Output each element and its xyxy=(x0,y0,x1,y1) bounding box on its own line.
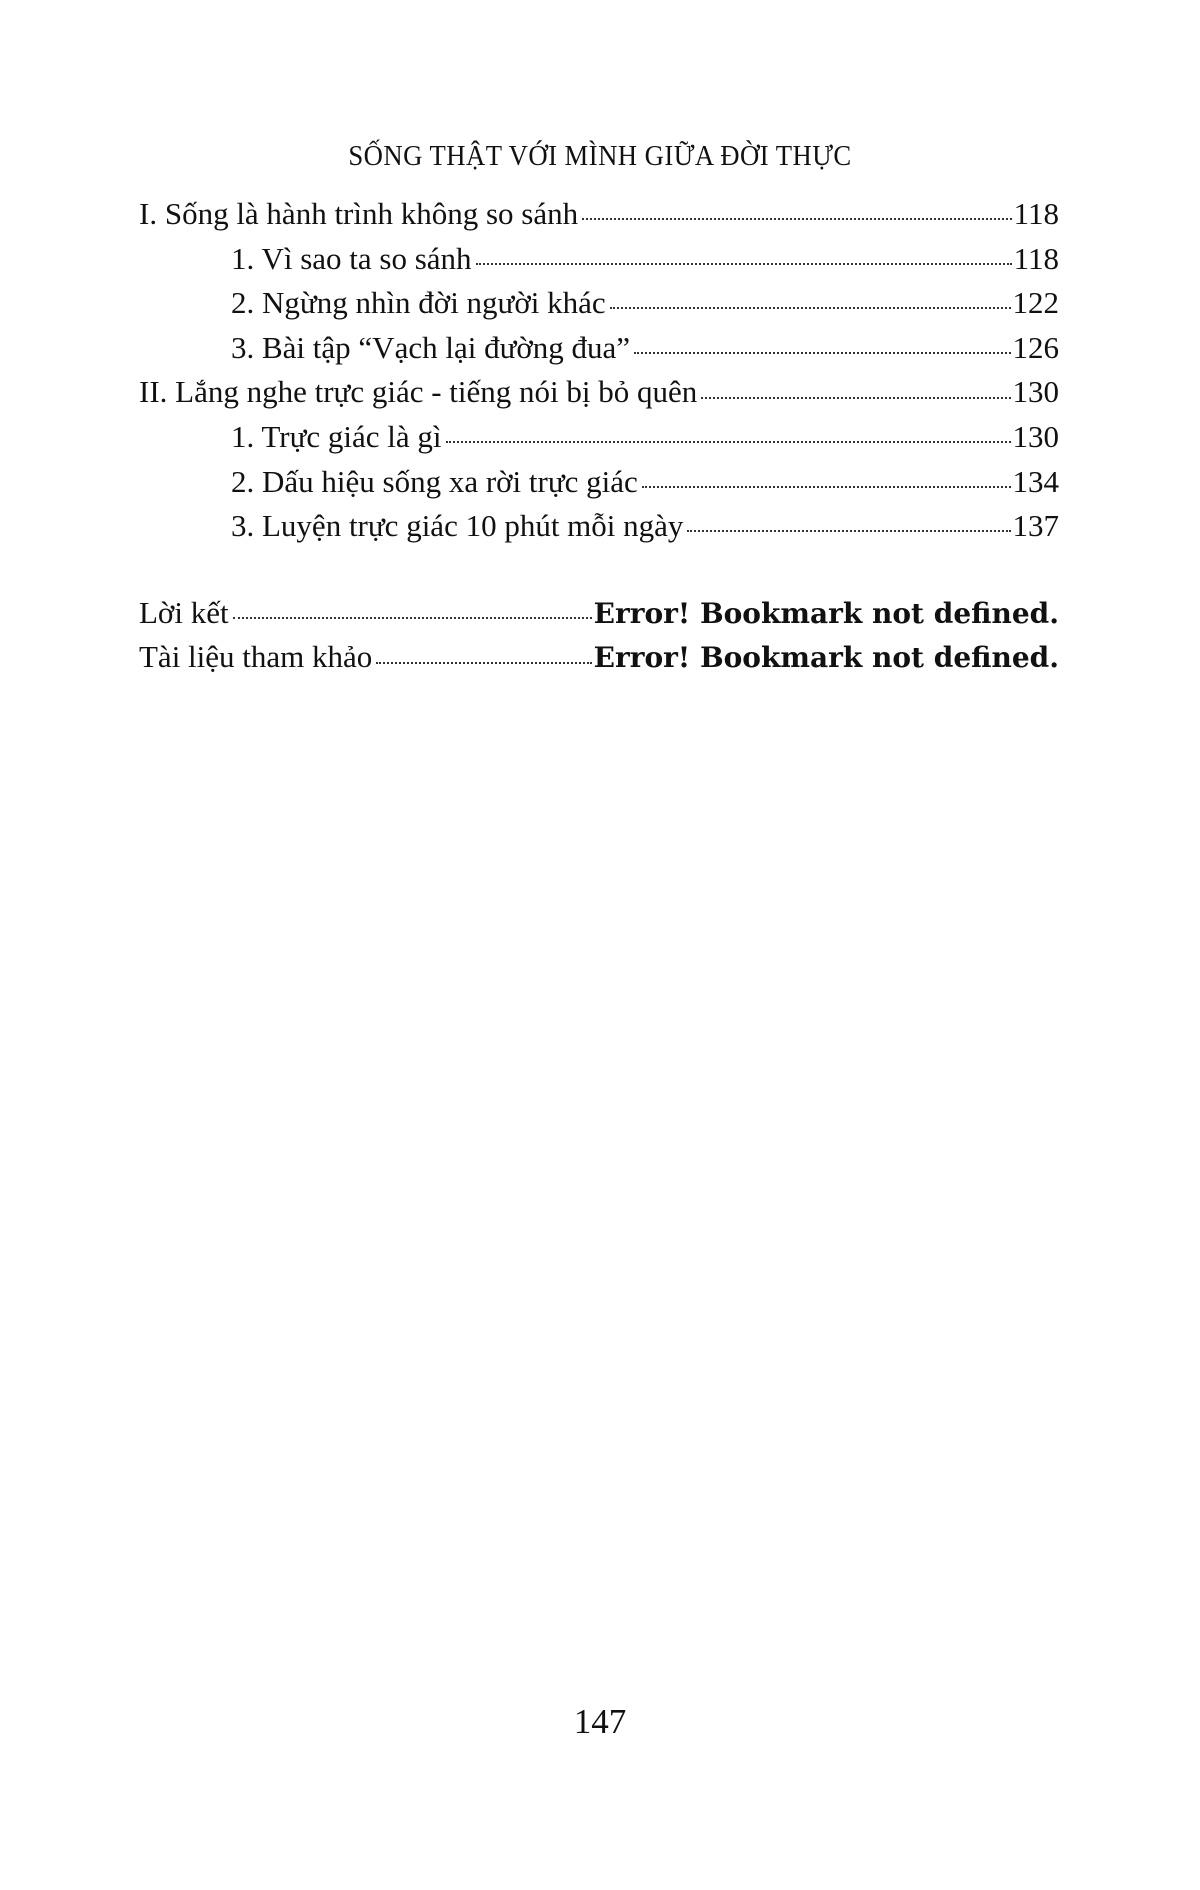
toc-entry-page: 137 xyxy=(1012,508,1059,544)
toc-entry-title: 1. Vì sao ta so sánh xyxy=(231,240,472,276)
toc-entry-page: 118 xyxy=(1013,240,1059,276)
toc-entry-title: Lời kết xyxy=(139,594,229,630)
bookmark-error: Error! Bookmark not defined. xyxy=(593,596,1059,630)
bookmark-error: Error! Bookmark not defined. xyxy=(593,641,1059,675)
dot-leader xyxy=(701,371,1010,402)
toc-subentry-1-2[interactable] xyxy=(139,282,1059,327)
dot-leader xyxy=(446,416,1011,447)
toc-entry-page: 134 xyxy=(1012,463,1059,499)
toc-entry-title: Tài liệu tham khảo xyxy=(139,639,373,675)
dot-leader xyxy=(476,238,1012,269)
toc-subentry-1-1[interactable] xyxy=(139,238,1059,283)
toc-entry-title: 3. Luyện trực giác 10 phút mỗi ngày xyxy=(231,508,684,544)
page-number: 147 xyxy=(573,1702,627,1741)
spacer xyxy=(139,550,1059,592)
dot-leader xyxy=(642,461,1011,492)
toc-entry-page: 122 xyxy=(1012,285,1059,321)
toc-closing-1[interactable] xyxy=(139,592,1059,637)
toc-entry-title: 3. Bài tập “Vạch lại đường đua” xyxy=(231,329,631,365)
dot-leader xyxy=(582,193,1012,224)
toc-subentry-2-3[interactable] xyxy=(139,505,1059,550)
toc-subentry-1-3[interactable] xyxy=(139,327,1059,372)
toc-subentry-2-1[interactable] xyxy=(139,416,1059,461)
toc-entry-title: I. Sống là hành trình không so sánh xyxy=(139,196,579,231)
table-of-contents xyxy=(139,193,1059,681)
toc-entry-page: 130 xyxy=(1012,418,1059,454)
toc-closing-2[interactable] xyxy=(139,636,1059,681)
toc-entry-title: 1. Trực giác là gì xyxy=(231,418,442,454)
toc-section-1[interactable] xyxy=(139,193,1059,238)
toc-subentry-2-2[interactable] xyxy=(139,461,1059,506)
dot-leader xyxy=(376,636,591,667)
toc-entry-title: II. Lắng nghe trực giác - tiếng nói bị bỏ quên xyxy=(139,374,698,410)
toc-entry-page: 130 xyxy=(1012,374,1059,410)
toc-entry-page: 126 xyxy=(1012,329,1059,365)
toc-section-2[interactable] xyxy=(139,371,1059,416)
running-header: SỐNG THẬT VỚI MÌNH GIỮA ĐỜI THỰC xyxy=(348,140,852,172)
dot-leader xyxy=(687,505,1010,536)
dot-leader xyxy=(634,327,1010,358)
toc-entry-title: 2. Ngừng nhìn đời người khác xyxy=(231,285,606,321)
dot-leader xyxy=(610,282,1011,313)
toc-entry-title: 2. Dấu hiệu sống xa rời trực giác xyxy=(231,463,638,499)
toc-entry-page: 118 xyxy=(1013,196,1059,231)
dot-leader xyxy=(233,592,592,623)
